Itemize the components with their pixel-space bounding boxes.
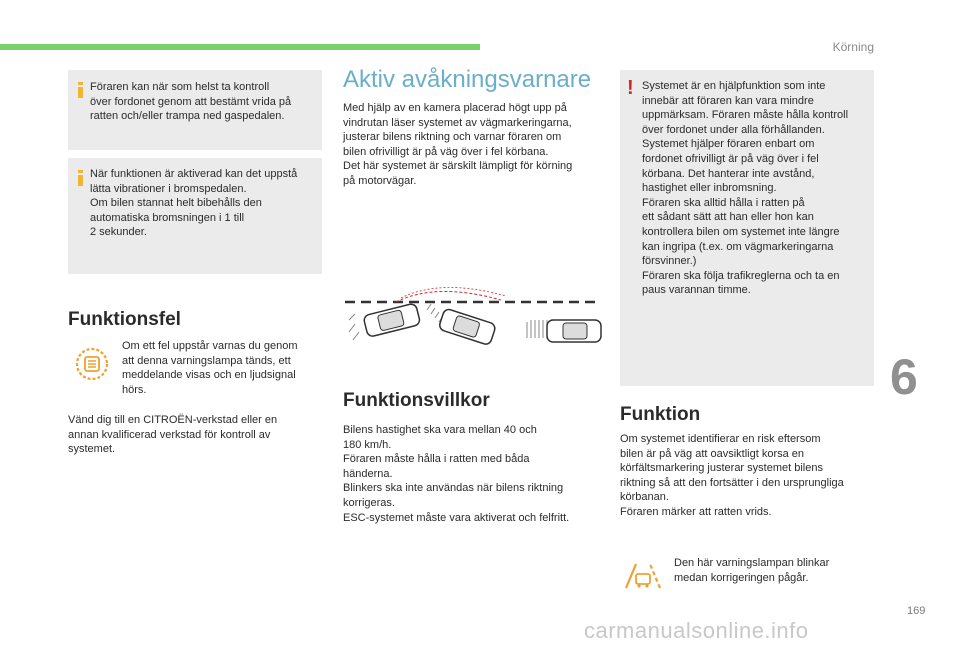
lane-departure-lamp-icon <box>624 560 662 590</box>
function-text: Om systemet identifierar en risk eftersom bilen är på väg att oavsiktligt korsa en körfältsmarkering justerar systemet bilens riktning så att den fortsätter i den ursprungliga körbanan. Föraren märker att ratten vrids. <box>620 433 844 518</box>
section-label: Körning <box>832 40 874 54</box>
lamp-text: Den här varningslampan blinkar medan korrigeringen pågår. <box>674 557 830 584</box>
info-text-driver-control: Föraren kan när som helst ta kontroll över fordonet genom att bestämt vrida på ratten och/eller trampa ned gaspedalen. <box>90 81 292 123</box>
page-number: 169 <box>907 605 926 617</box>
heading-malfunction: Funktionsfel <box>68 309 181 330</box>
watermark: carmanualsonline.info <box>584 618 809 643</box>
top-accent-bar <box>0 44 480 50</box>
info-text-brake-vibration: När funktionen är aktiverad kan det uppstå lätta vibrationer i bromspedalen. Om bilen stannat helt bibehålls den automatiska bromsningen i 1 till 2 sekunder. <box>90 168 298 239</box>
heading-conditions: Funktionsvillkor <box>343 390 490 411</box>
heading-function: Funktion <box>620 404 701 425</box>
info-box-driver-control <box>68 70 322 150</box>
chapter-number: 6 <box>890 349 918 405</box>
malfunction-text: Vänd dig till en CITROËN-verkstad eller en annan kvalificerad verkstad för kontroll av systemet. <box>68 414 278 456</box>
info-icon <box>76 170 86 186</box>
malfunction-lamp-text: Om ett fel uppstår varnas du genom att denna varningslampa tänds, ett meddelande visas och en ljudsignal hörs. <box>122 340 298 396</box>
info-icon <box>76 82 86 98</box>
conditions-text: Bilens hastighet ska vara mellan 40 och 180 km/h. Föraren måste hålla i ratten med båda händerna. Blinkers ska inte användas när bilens riktning korrigeras. ESC-systemet måste vara aktiverat och felfritt. <box>343 424 570 524</box>
page-title: Aktiv avåkningsvarnare <box>343 66 592 93</box>
service-warning-lamp-icon <box>74 346 110 382</box>
warning-box <box>620 70 874 386</box>
info-box-brake-vibration <box>68 158 322 274</box>
intro-text: Med hjälp av en kamera placerad högt upp på vindrutan läser systemet av vägmarkeringarna, justerar bilens riktning och varnar föraren om bilen ofrivilligt är på väg över i fel körbana. Det här systemet är särskilt lämpligt för körning på motorvägar. <box>343 102 573 187</box>
lane-assist-illustration <box>341 280 603 352</box>
warning-text: Systemet är en hjälpfunktion som inte innebär att föraren kan vara mindre uppmärksam. Föraren måste hålla kontroll över fordonet under alla förhållanden. Systemet hjälper föraren enbart om fordonet ofrivilligt är på väg över i fel körbana. Det hanterar inte avstånd, hastighet eller inbromsning. Föraren ska alltid hålla i ratten på ett sådant sätt att han eller hon kan kontrollera bilen om systemet inte längre kan ingripa (t.ex. om vägmarkeringarna försvinner.) Föraren ska följa trafikreglerna och ta en paus varannan timme. <box>642 80 849 297</box>
warning-exclamation-icon: ! <box>627 77 634 99</box>
